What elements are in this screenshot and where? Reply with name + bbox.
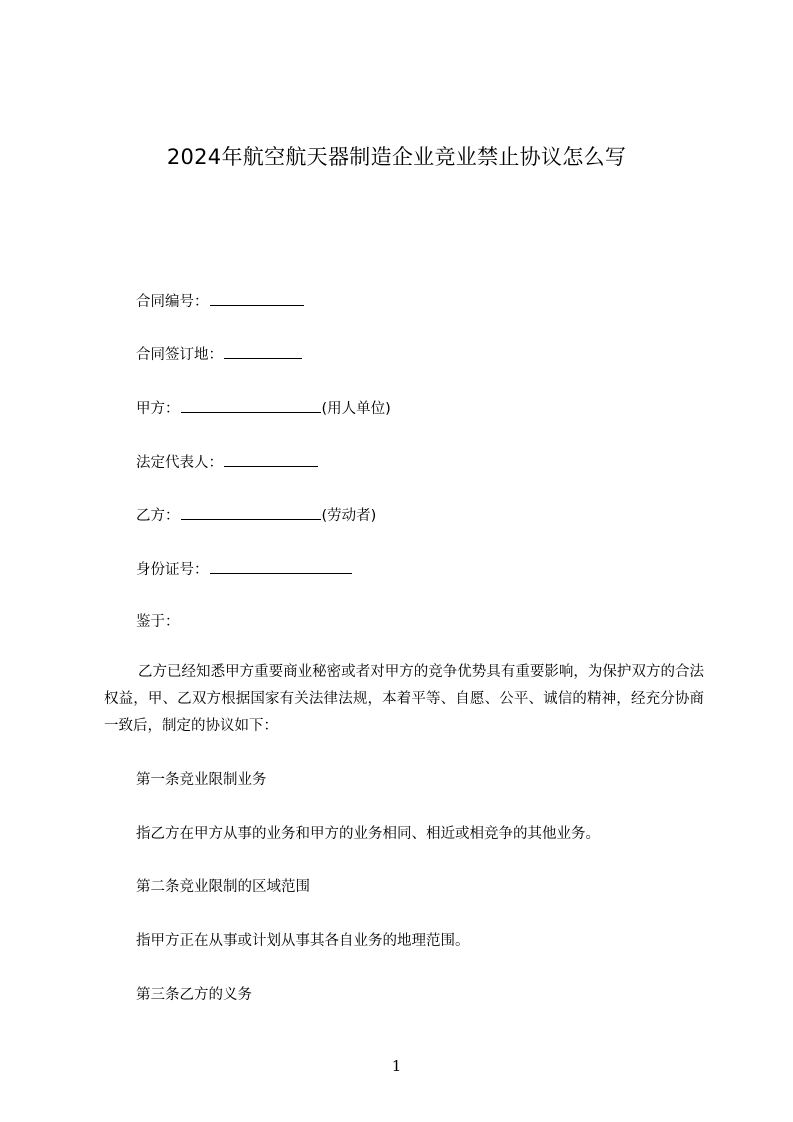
article-1-text: 指乙方在甲方从事的业务和甲方的业务相同、相近或相竞争的其他业务。 bbox=[136, 826, 600, 842]
article-1-heading: 第一条竞业限制业务 bbox=[136, 772, 267, 788]
party-a-label: 甲方： bbox=[136, 401, 180, 417]
preamble-paragraph: 乙方已经知悉甲方重要商业秘密或者对甲方的竞争优势具有重要影响，为保护双方的合法权益，甲、乙双方根据国家有关法律法规，本着平等、自愿、公平、诚信的精神，经充分协商一致后，制定的协议如下： bbox=[104, 664, 704, 734]
legal-representative-line bbox=[136, 452, 319, 473]
contract-number-blank bbox=[210, 291, 304, 306]
party-a-line bbox=[136, 398, 391, 419]
article-2-heading: 第二条竞业限制的区域范围 bbox=[136, 879, 310, 895]
id-number-label: 身份证号： bbox=[136, 562, 209, 578]
party-a-blank bbox=[181, 398, 321, 413]
page-number: 1 bbox=[391, 1057, 402, 1075]
whereas-label: 鉴于： bbox=[136, 614, 180, 630]
party-a-suffix: (用人单位) bbox=[321, 401, 391, 417]
legal-representative-label: 法定代表人： bbox=[136, 455, 223, 471]
article-2-text: 指甲方正在从事或计划从事其各自业务的地理范围。 bbox=[136, 933, 470, 949]
contract-number-label: 合同编号： bbox=[136, 294, 209, 310]
party-b-suffix: (劳动者) bbox=[321, 508, 377, 524]
id-number-line bbox=[136, 559, 353, 580]
signing-place-line bbox=[136, 344, 303, 365]
party-b-label: 乙方： bbox=[136, 508, 180, 524]
contract-number-line bbox=[136, 291, 305, 312]
document-title: 2024年航空航天器制造企业竞业禁止协议怎么写 bbox=[166, 145, 627, 169]
signing-place-blank bbox=[224, 344, 302, 359]
signing-place-label: 合同签订地： bbox=[136, 347, 223, 363]
party-b-blank bbox=[181, 505, 321, 520]
legal-representative-blank bbox=[224, 452, 318, 467]
article-3-heading: 第三条乙方的义务 bbox=[136, 987, 252, 1003]
id-number-blank bbox=[210, 559, 352, 574]
party-b-line bbox=[136, 505, 376, 526]
